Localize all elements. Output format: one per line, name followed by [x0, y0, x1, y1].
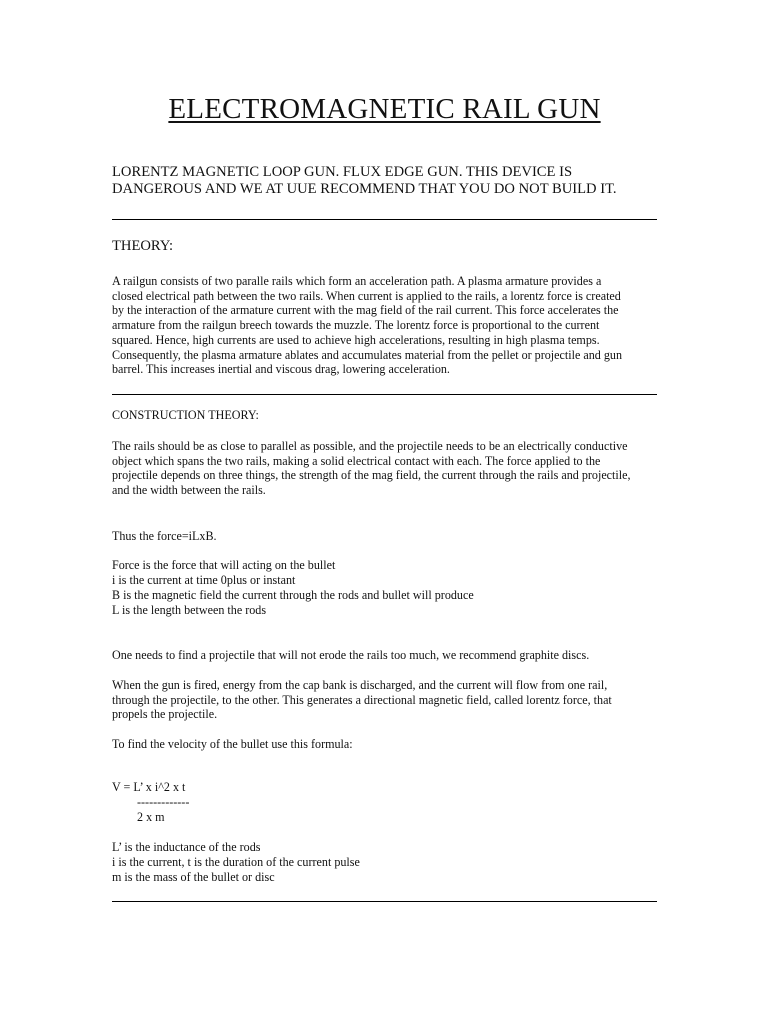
paragraph-line: projectile depends on three things, the strength of the mag field, the current through the rails and projectile,	[112, 468, 631, 483]
definition-line: Force is the force that will acting on the bullet	[112, 558, 336, 572]
firing-paragraph	[112, 678, 657, 722]
force-formula: Thus the force=iLxB.	[112, 529, 217, 543]
intro-line: LORENTZ MAGNETIC LOOP GUN. FLUX EDGE GUN. THIS DEVICE IS	[112, 164, 573, 180]
paragraph-line: A railgun consists of two paralle rails which form an acceleration path. A plasma armature provides a	[112, 274, 602, 288]
divider-rule	[112, 394, 657, 395]
projectile-note: One needs to find a projectile that will not erode the rails too much, we recommend graphite discs.	[112, 648, 590, 662]
paragraph-line: The rails should be as close to parallel as possible, and the projectile needs to be an electrically conductive	[112, 439, 628, 453]
definition-line: i is the current at time 0plus or instant	[112, 573, 296, 587]
paragraph-line: When the gun is fired, energy from the cap bank is discharged, and the current will flow from one rail,	[112, 678, 608, 692]
paragraph-line: and the width between the rails.	[112, 483, 266, 498]
paragraph-line: armature from the railgun breech towards the muzzle. The lorentz force is proportional to the current	[112, 318, 600, 333]
variable-line: i is the current, t is the duration of the current pulse	[112, 855, 360, 869]
velocity-formula-numerator: V = L’ x i^2 x t	[112, 780, 186, 794]
paragraph-line: through the projectile, to the other. This generates a directional magnetic field, called lorentz force, that	[112, 692, 612, 707]
construction-heading: CONSTRUCTION THEORY:	[112, 408, 259, 422]
intro-warning	[112, 164, 672, 198]
paragraph-line: propels the projectile.	[112, 707, 218, 722]
velocity-formula-denominator: 2 x m	[137, 810, 165, 824]
velocity-formula-divider: -------------	[137, 795, 190, 809]
paragraph-line: closed electrical path between the two rails. When current is applied to the rails, a lorentz force is created	[112, 288, 621, 303]
paragraph-line: object which spans the two rails, making a solid electrical contact with each. The force applied to the	[112, 453, 601, 468]
theory-paragraph	[112, 274, 657, 377]
construction-paragraph	[112, 439, 657, 498]
variable-line: L’ is the inductance of the rods	[112, 840, 261, 854]
theory-heading: THEORY:	[112, 238, 174, 254]
variable-line: m is the mass of the bullet or disc	[112, 870, 275, 884]
intro-line: DANGEROUS AND WE AT UUE RECOMMEND THAT YOU DO NOT BUILD IT.	[112, 181, 617, 197]
paragraph-line: barrel. This increases inertial and viscous drag, lowering acceleration.	[112, 362, 450, 377]
paragraph-line: squared. Hence, high currents are used to achieve high accelerations, resulting in high plasma temps.	[112, 332, 600, 347]
page-title: ELECTROMAGNETIC RAIL GUN	[168, 93, 601, 125]
paragraph-line: by the interaction of the armature current with the mag field of the rail current. This force accelerates the	[112, 303, 619, 318]
divider-rule	[112, 219, 657, 220]
divider-rule	[112, 901, 657, 902]
velocity-intro: To find the velocity of the bullet use this formula:	[112, 737, 353, 751]
definition-line: B is the magnetic field the current through the rods and bullet will produce	[112, 588, 474, 602]
paragraph-line: Consequently, the plasma armature ablates and accumulates material from the pellet or projectile and gun	[112, 347, 622, 362]
definition-line: L is the length between the rods	[112, 603, 267, 617]
